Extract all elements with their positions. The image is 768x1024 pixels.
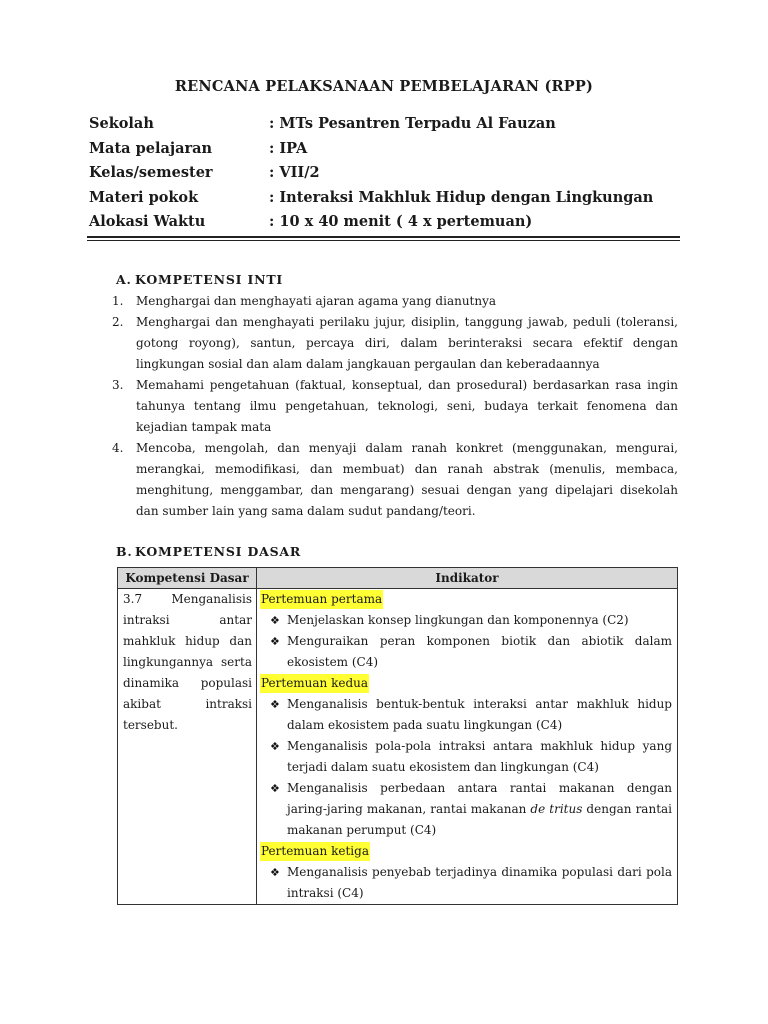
meta-row-school [89, 112, 689, 137]
indicator-text: Menganalisis pola-pola intraksi antara makhluk hidup yang terjadi dalam suatu ekosistem dan lingkungan (C4) [287, 739, 672, 774]
list-text: Menghargai dan menghayati ajaran agama yang dianutnya [136, 294, 497, 308]
section-title: KOMPETENSI DASAR [135, 544, 302, 559]
meta-value: : Interaksi Makhluk Hidup dengan Lingkungan [269, 188, 654, 206]
indicator-item [260, 694, 672, 736]
meta-label: Materi pokok [89, 188, 199, 206]
table-header-row [118, 568, 678, 589]
list-text: Mencoba, mengolah, dan menyaji dalam ranah konkret (menggunakan, mengurai, merangkai, memodifikasi, dan membuat) dan ranah abstrak (menulis, membaca, menghitung, menggambar, dan mengarang) sesuai dengan yang dipelajari disekolah dan sumber lain yang sama dalam sudut pandang/teori. [136, 441, 678, 518]
indicator-text: Menjelaskan konsep lingkungan dan komponennya (C2) [287, 613, 629, 627]
indikator-list [257, 589, 677, 904]
kompetensi-dasar-table [117, 567, 678, 905]
indicator-item [260, 736, 672, 778]
list-text: Menghargai dan menghayati perilaku jujur, disiplin, tanggung jawab, peduli (toleransi, gotong royong), santun, percaya diri, dalam berinteraksi secara efektif dengan lingkungan sosial dan alam dalam jangkauan pergaulan dan keberadaannya [136, 315, 678, 371]
list-text: Memahami pengetahuan (faktual, konseptual, dan prosedural) berdasarkan rasa ingin tahunya tentang ilmu pengetahuan, teknologi, seni, budaya terkait fenomena dan kejadian tampak mata [136, 378, 678, 434]
indicator-text [287, 778, 672, 841]
meta-row-subject [89, 137, 689, 162]
list-item [112, 375, 678, 438]
diamond-bullet-icon: ❖ [270, 866, 280, 879]
indicator-item [260, 778, 672, 841]
diamond-bullet-icon: ❖ [270, 740, 280, 753]
kompetensi-inti-list [112, 291, 678, 522]
document-title: RENCANA PELAKSANAAN PEMBELAJARAN (RPP) [174, 78, 594, 95]
indicator-text: Menguraikan peran komponen biotik dan abiotik dalam ekosistem (C4) [287, 634, 672, 669]
meta-label: Sekolah [89, 115, 154, 132]
indicator-italic-term: de tritus [530, 802, 583, 816]
indicator-text-part: dengan rantai makanan perumput (C4) [287, 802, 673, 837]
indicator-item [260, 610, 672, 631]
indicator-item [260, 631, 672, 673]
meta-label: Mata pelajaran [89, 139, 213, 157]
meta-row-time [89, 210, 689, 235]
list-number: 4. [112, 441, 124, 455]
meeting-label-second: Pertemuan kedua [260, 674, 369, 693]
divider-thin [87, 240, 680, 241]
list-number: 1. [112, 294, 124, 308]
kd-text: 3.7 Menganalisis intraksi antar mahkluk hidup dan lingkungannya serta dinamika populasi akibat intraksi tersebut. [123, 592, 252, 732]
meta-row-class [89, 161, 689, 186]
section-letter: B. [116, 544, 133, 559]
meta-value: : IPA [269, 139, 308, 157]
list-number: 2. [112, 315, 124, 329]
meta-value: : VII/2 [269, 164, 320, 181]
indicator-text: Menganalisis bentuk-bentuk interaksi antar makhluk hidup dalam ekosistem pada suatu lingkungan (C4) [287, 697, 672, 732]
section-a-heading [116, 272, 283, 287]
identity-block [89, 112, 689, 235]
meta-value: : MTs Pesantren Terpadu Al Fauzan [269, 115, 556, 132]
diamond-bullet-icon: ❖ [270, 782, 280, 795]
list-item [112, 291, 678, 312]
column-header-kd: Kompetensi Dasar [118, 568, 257, 589]
meta-label: Alokasi Waktu [89, 213, 206, 230]
indicator-text: Menganalisis penyebab terjadinya dinamika populasi dari pola intraksi (C4) [287, 865, 672, 900]
table-row [118, 589, 678, 905]
list-item [112, 312, 678, 375]
section-title: KOMPETENSI INTI [135, 272, 284, 287]
indicator-text-part: Menganalisis perbedaan antara rantai makanan dengan jaring-jaring makanan, rantai makanan [287, 781, 672, 816]
column-header-indikator: Indikator [257, 568, 678, 589]
indikator-cell [257, 589, 678, 905]
meta-value: : 10 x 40 menit ( 4 x pertemuan) [269, 213, 533, 230]
list-number: 3. [112, 378, 124, 392]
divider-thick [87, 236, 680, 238]
diamond-bullet-icon: ❖ [270, 698, 280, 711]
diamond-bullet-icon: ❖ [270, 614, 280, 627]
meta-label: Kelas/semester [89, 164, 213, 181]
meta-row-topic [89, 186, 689, 211]
meeting-label-third: Pertemuan ketiga [260, 842, 370, 861]
kd-cell [118, 589, 257, 905]
diamond-bullet-icon: ❖ [270, 635, 280, 648]
list-item [112, 438, 678, 522]
section-letter: A. [116, 272, 132, 287]
meeting-label-first: Pertemuan pertama [260, 590, 383, 609]
section-b-heading [116, 544, 301, 559]
indicator-item [260, 862, 672, 904]
